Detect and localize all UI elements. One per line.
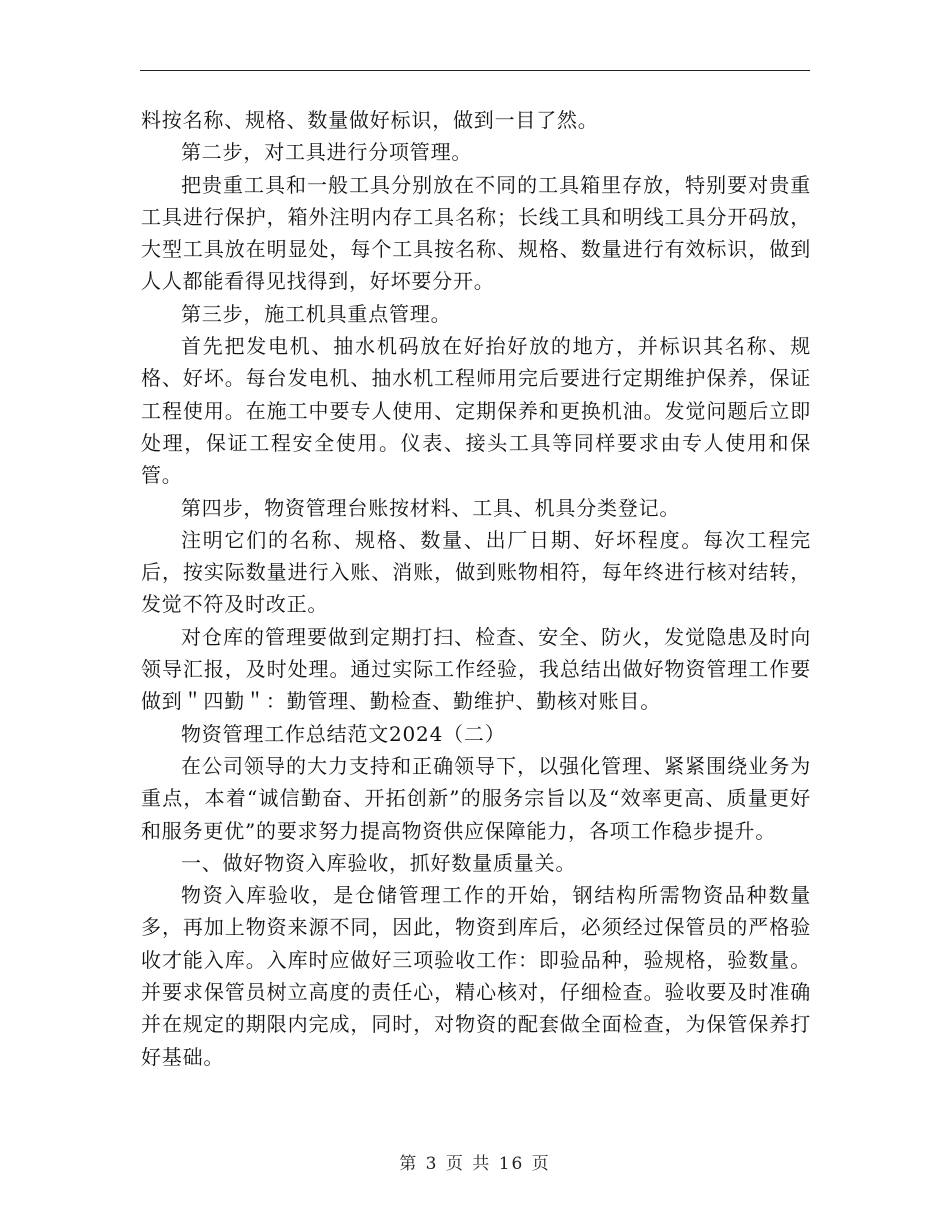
paragraph: 首先把发电机、抽水机码放在好抬好放的地方，并标识其名称、规格、好坏。每台发电机、抽水机工程师用完后要进行定期维护保养，保证工程使用。在施工中要专人使用、定期保养和更换机油。发觉问题后立即处理，保证工程安全使用。仪表、接头工具等同样要求由专人使用和保管。 bbox=[141, 334, 811, 488]
paragraph: 物资入库验收，是仓储管理工作的开始，钢结构所需物资品种数量多，再加上物资来源不同，因此，物资到库后，必须经过保管员的严格验收才能入库。入库时应做好三项验收工作：即验品种，验规格，验数量。并要求保管员树立高度的责任心，精心核对，仔细检查。验收要及时准确并在规定的期限内完成，同时，对物资的配套做全面检查，为保管保养打好基础。 bbox=[141, 883, 811, 1069]
header-rule bbox=[140, 70, 810, 71]
paragraph: 注明它们的名称、规格、数量、出厂日期、好坏程度。每次工程完后，按实际数量进行入账、消账，做到账物相符，每年终进行核对结转，发觉不符及时改正。 bbox=[141, 527, 811, 617]
paragraph: 第四步，物资管理台账按材料、工具、机具分类登记。 bbox=[181, 495, 681, 520]
paragraph: 一、做好物资入库验收，抓好数量质量关。 bbox=[181, 850, 577, 875]
page-number: 第 3 页 共 16 页 bbox=[399, 1154, 551, 1174]
section-heading: 物资管理工作总结范文2024（二） bbox=[181, 721, 506, 746]
document-body bbox=[141, 104, 811, 1073]
paragraph: 对仓库的管理要做到定期打扫、检查、安全、防火，发觉隐患及时向领导汇报，及时处理。通过实际工作经验，我总结出做好物资管理工作要做到＂四勤＂：勤管理、勤检查、勤维护、勤核对账目。 bbox=[141, 624, 811, 714]
paragraph: 料按名称、规格、数量做好标识，做到一目了然。 bbox=[141, 108, 599, 132]
paragraph: 在公司领导的大力支持和正确领导下，以强化管理、紧紧围绕业务为重点，本着“诚信勤奋、开拓创新”的服务宗旨以及“效率更高、质量更好和服务更优”的要求努力提高物资供应保障能力，各项工作稳步提升。 bbox=[141, 753, 811, 843]
paragraph: 第二步，对工具进行分项管理。 bbox=[181, 140, 473, 165]
paragraph: 把贵重工具和一般工具分别放在不同的工具箱里存放，特别要对贵重工具进行保护，箱外注明内存工具名称；长线工具和明线工具分开码放，大型工具放在明显处，每个工具按名称、规格、数量进行有效标识，做到人人都能看得见找得到，好坏要分开。 bbox=[141, 172, 811, 294]
paragraph: 第三步，施工机具重点管理。 bbox=[181, 301, 452, 326]
